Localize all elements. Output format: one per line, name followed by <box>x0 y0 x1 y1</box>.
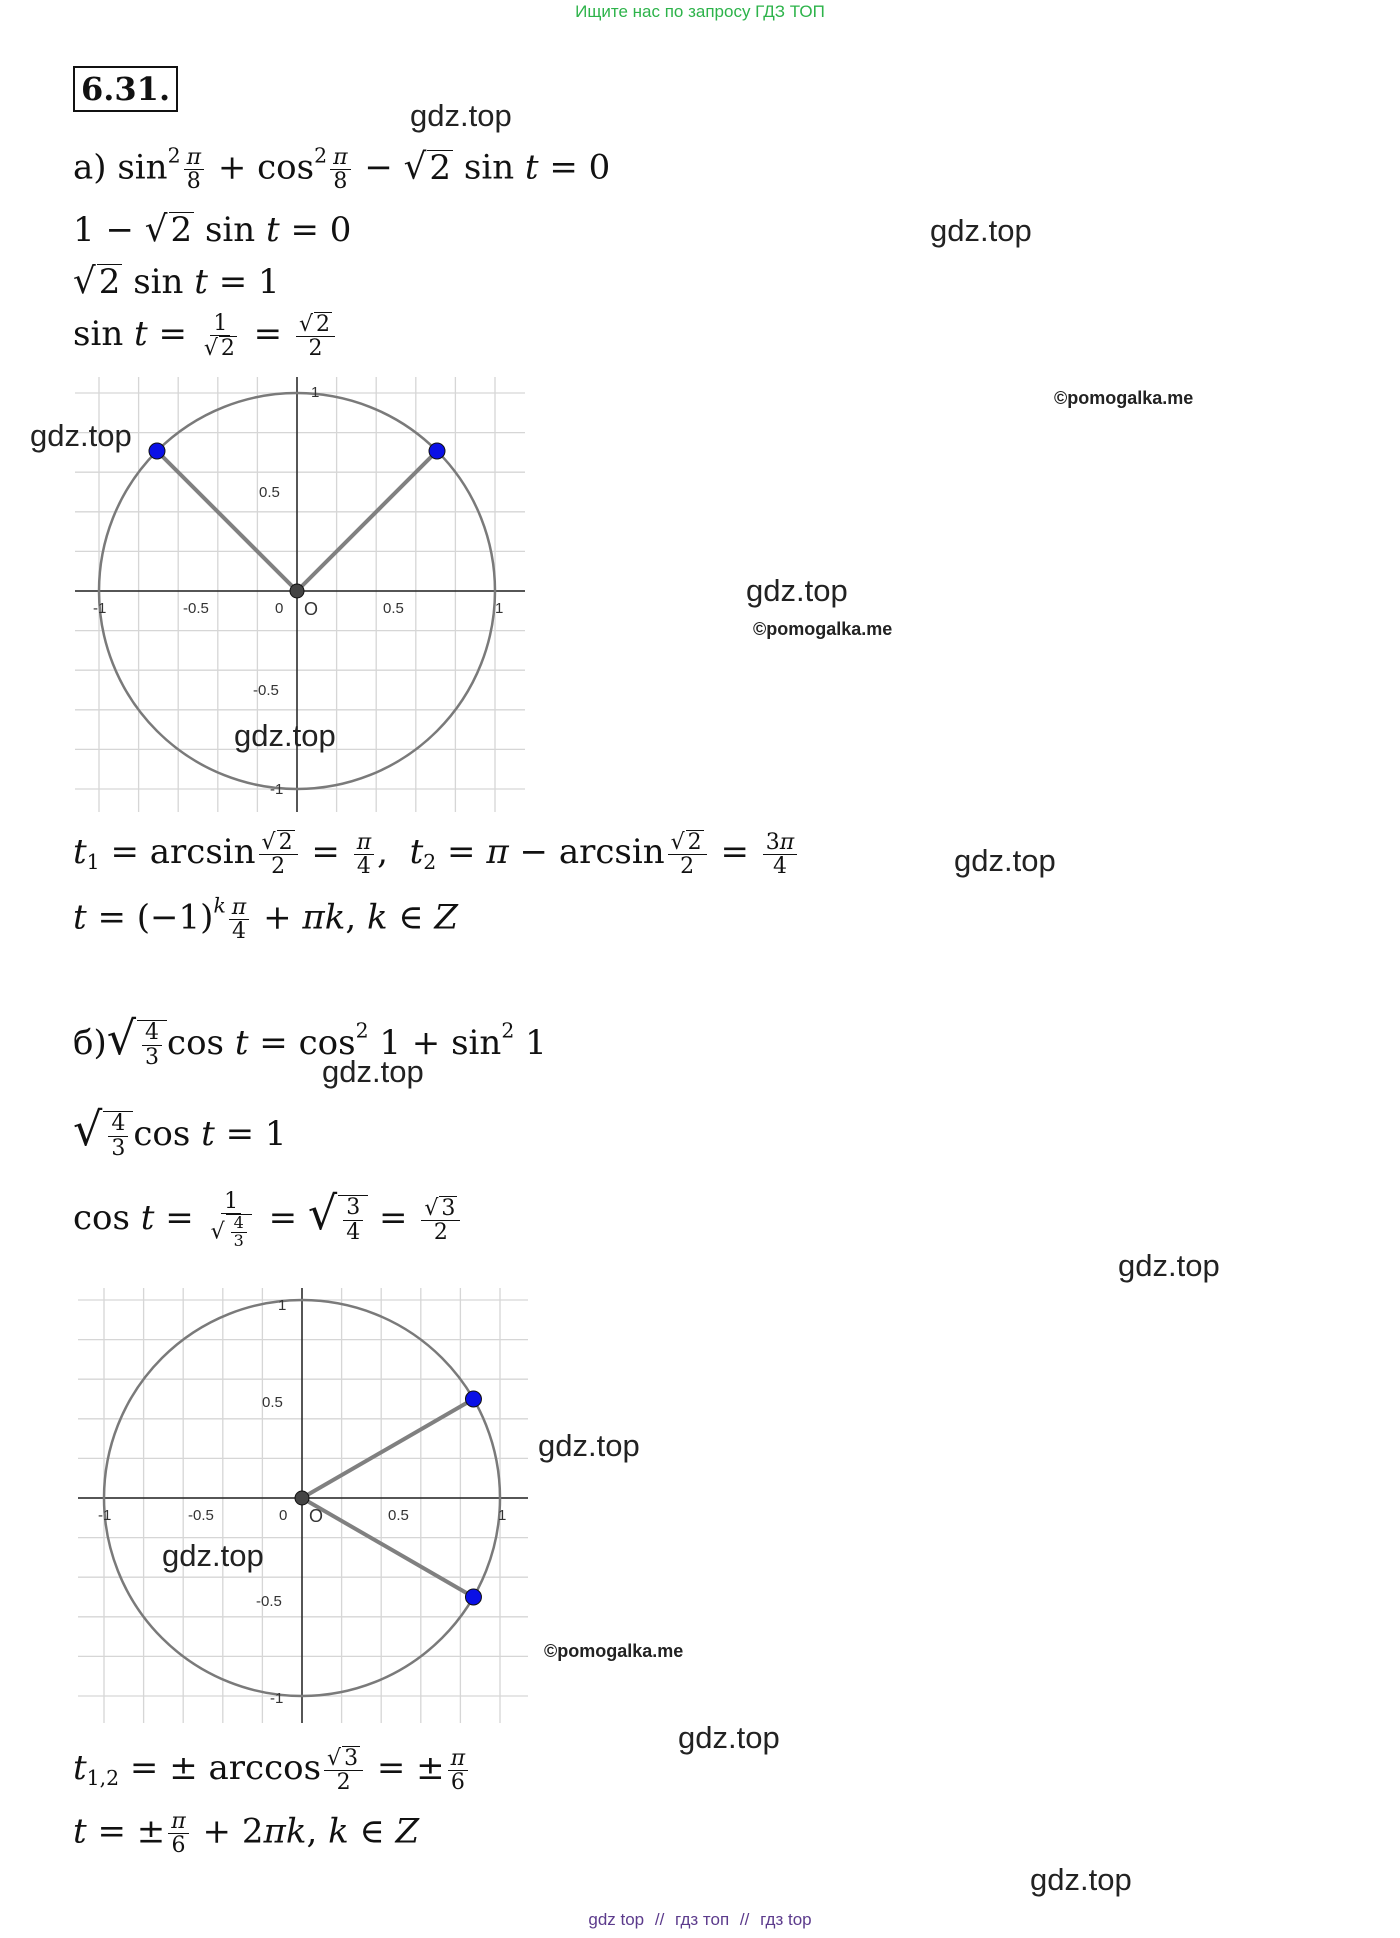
part-b-label: б) <box>73 1023 107 1063</box>
part-a-label: а) <box>73 147 107 188</box>
problem-number: 6.31. <box>73 66 178 112</box>
tick-label: -1 <box>270 781 284 798</box>
origin-label: O <box>309 1506 324 1526</box>
tick-label: -1 <box>270 1690 284 1707</box>
eq-b-5: t = ± $\frac{\pi}{6}$ + 2πk, k ∈ Z <box>73 1809 420 1859</box>
solution-point <box>465 1589 481 1605</box>
watermark: gdz.top <box>322 1054 424 1089</box>
footer-link[interactable]: gdz top <box>588 1910 645 1929</box>
footer-separator: // <box>654 1910 665 1929</box>
tick-label: 0.5 <box>388 1507 409 1524</box>
eq-b-1: б)√ $\frac{4}{3}$ $\cos t = \cos^2 1 + \sin^2 1$ <box>73 1011 547 1070</box>
copyright-mark: ©pomogalka.me <box>544 1641 684 1661</box>
eq-b-3: cos t = 1 √ $\frac{4}{3}$ = √ $\frac{3}{4}$ = $\frac{√ 3}{2}$ <box>73 1190 463 1250</box>
tick-label: 0 <box>279 1507 288 1524</box>
watermark: gdz.top <box>234 718 336 753</box>
watermark: gdz.top <box>954 843 1056 878</box>
tick-label: -0.5 <box>183 600 209 617</box>
eq-a-3: √2 sin t = 1 <box>73 261 280 302</box>
tick-label: 0.5 <box>262 1394 283 1411</box>
watermark: gdz.top <box>746 573 848 608</box>
copyright-mark: ©pomogalka.me <box>753 619 893 639</box>
solution-point <box>149 443 165 459</box>
watermark: gdz.top <box>162 1538 264 1573</box>
header-note: Ищите нас по запросу ГДЗ ТОП <box>575 2 825 21</box>
eq-a-1: а) $\sin^2$ $\frac{\pi}{8}$ + $\cos^2$ $\frac{\pi}{8}$ − √2 sin t = 0 <box>73 143 611 195</box>
radius-line <box>302 1399 473 1498</box>
tick-label: -0.5 <box>256 1593 282 1610</box>
tick-label: 1 <box>498 1507 507 1524</box>
solution-point <box>429 443 445 459</box>
tick-label: 0 <box>275 600 284 617</box>
eq-b-4: $t_{1,2}$ = ± arccos $\frac{√ 3}{2}$ = ± $\frac{\pi}{6}$ <box>73 1746 471 1794</box>
unit-circle-graph-b <box>78 1288 528 1723</box>
footer-link[interactable]: гдз top <box>760 1910 812 1929</box>
solution-point <box>465 1391 481 1407</box>
grid <box>78 1288 528 1723</box>
tick-label: -1 <box>98 1507 112 1524</box>
eq-a-4: sin t = $\frac{1}{√ 2}$ = $\frac{√ 2}{2}$ <box>73 312 338 360</box>
watermark: gdz.top <box>30 418 132 453</box>
watermark: gdz.top <box>1118 1248 1220 1283</box>
eq-a-5: $t_1 = \arcsin$ $\frac{√ 2}{2}$ = $\frac{\pi}{4}$ , $t_2 = \pi - \arcsin$ $\frac{√ 2}{2}$ = $\frac{3\pi}{4}$ <box>73 830 800 878</box>
origin-label: O <box>304 599 319 619</box>
footer-link[interactable]: гдз топ <box>675 1910 730 1929</box>
footer-separator: // <box>739 1910 750 1929</box>
watermark: gdz.top <box>538 1428 640 1463</box>
eq-a-6: $t = (-1)^k$ $\frac{\pi}{4}$ + πk, k ∈ Z <box>73 893 458 945</box>
tick-label: 0.5 <box>259 484 280 501</box>
watermark: gdz.top <box>930 213 1032 248</box>
footer-links <box>0 1910 1400 1930</box>
origin-point <box>290 584 304 598</box>
tick-label: -0.5 <box>253 682 279 699</box>
copyright-mark: ©pomogalka.me <box>1054 388 1194 408</box>
tick-label: 1 <box>311 384 320 401</box>
eq-b-2: √ $\frac{4}{3}$ cos t = 1 <box>73 1102 287 1161</box>
origin-point <box>295 1491 309 1505</box>
tick-label: -0.5 <box>188 1507 214 1524</box>
watermark: gdz.top <box>410 98 512 133</box>
tick-label: 1 <box>495 600 504 617</box>
eq-a-2: 1 − √2 sin t = 0 <box>73 209 352 250</box>
tick-label: 0.5 <box>383 600 404 617</box>
watermark: gdz.top <box>1030 1862 1132 1897</box>
tick-label: 1 <box>278 1297 287 1314</box>
tick-label: -1 <box>93 600 107 617</box>
watermark: gdz.top <box>678 1720 780 1755</box>
